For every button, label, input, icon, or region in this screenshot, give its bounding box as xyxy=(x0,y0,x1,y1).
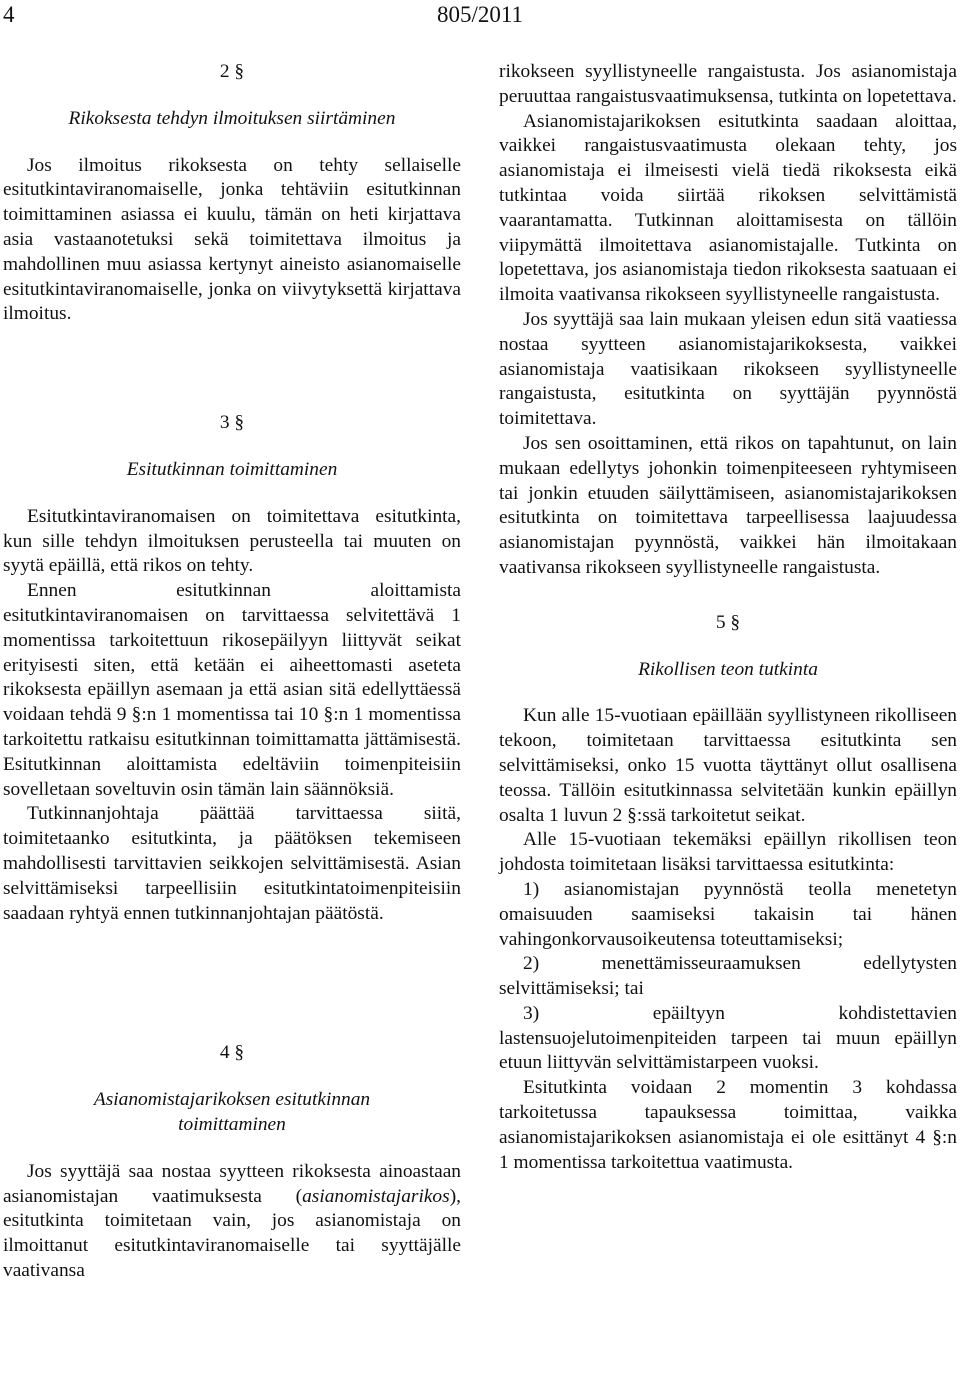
section-paragraph: Esitutkinta voidaan 2 momentin 3 kohdassa tarkoitetussa tapauksessa toimittaa, vaikka asianomistajarikoksen asianomistaja ei ole esittänyt 4 §:n 1 momentissa tarkoitettua vaatimusta. xyxy=(499,1077,957,1173)
section-title: Rikoksesta tehdyn ilmoituksen siirtäminen xyxy=(68,107,396,129)
list-item: 3) epäiltyyn kohdistettavien lastensuojelutoimenpiteiden tarpeen tai muun epäillyn etuun liittyvän selvittämistarpeen vuoksi. xyxy=(499,1002,957,1074)
section-paragraph: Alle 15-vuotiaan tekemäksi epäillyn rikollisen teon johdosta toimitetaan lisäksi tarvittaessa esitutkinta: xyxy=(499,829,957,876)
section-title-line-1: Asianomistajarikoksen esitutkinnan xyxy=(93,1089,371,1111)
text-run: Jos syyttäjä saa nostaa syytteen rikoksesta ainoastaan asianomistajan vaatimuksesta ( xyxy=(3,1160,461,1207)
section-title-line-2: toimittaminen xyxy=(178,1113,286,1135)
section-title: Esitutkinnan toimittaminen xyxy=(126,458,338,480)
section-4-continued xyxy=(499,60,957,581)
section-number: 5 § xyxy=(715,611,741,633)
right-column xyxy=(499,60,957,1175)
section-paragraph: rikokseen syyllistyneelle rangaistusta. Jos asianomistaja peruuttaa rangaistusvaatimuksensa, tutkinta on lopetettava. xyxy=(499,61,957,107)
section-paragraph: Tutkinnanjohtaja päättää tarvittaessa siitä, toimitetaanko esitutkinta, ja päätöksen tekemiseen mahdollisesti tarvittavien seikkojen selvittämisestä. Asian selvittämiseksi tarpeellisiin esitutkintatoimenpiteisiin saadaan ryhtyä ennen tutkinnanjohtajan päätöstä. xyxy=(3,803,461,924)
section-5 xyxy=(499,611,957,1176)
section-number: 3 § xyxy=(219,412,245,434)
section-3 xyxy=(3,411,461,926)
section-paragraph: Ennen esitutkinnan aloittamista esitutkintaviranomaisen on tarvittaessa selvitettävä 1 momentissa tarkoitettuun rikosepäilyyn liittyvät seikat erityisesti siten, että ketään ei aiheettomasti aseteta rikoksesta epäillyn asemaan ja että asian sitä edellyttäessä voidaan tehdä 9 §:n 1 momentissa tai 10 §:n 1 momentissa tarkoitettu ratkaisu esitutkinnan toimittamatta jättämisestä. Esitutkinnan aloittamista edeltäviin toimenpiteisiin sovelletaan soveltuvin osin tämän lain säännöksiä. xyxy=(3,580,461,800)
section-paragraph: Jos sen osoittaminen, että rikos on tapahtunut, on lain mukaan edellytys johonkin toimenpiteeseen ryhtymiseen tai jonkin etuuden säilyttämiseen, asianomistajarikoksen esitutkinta on toimitettava tarpeellisessa laajuudessa asianomistajan pyynnöstä, vaikkei hän ilmoitakaan vaativansa rikokseen syyllistyneelle rangaistusta. xyxy=(499,432,957,578)
section-number: 4 § xyxy=(219,1042,245,1064)
section-4 xyxy=(3,1041,461,1283)
document-number: 805/2011 xyxy=(436,2,524,27)
page-header xyxy=(0,0,960,34)
section-paragraph: Esitutkintaviranomaisen on toimitettava esitutkinta, kun sille tehdyn ilmoituksen perusteella tai muuten on syytä epäillä, että rikos on tehty. xyxy=(3,505,461,577)
section-number: 2 § xyxy=(219,61,245,82)
section-paragraph: Jos ilmoitus rikoksesta on tehty sellaiselle esitutkintaviranomaiselle, jonka tehtäviin esitutkinnan toimittaminen asiassa ei kuulu, tämän on heti kirjattava asia vastaanotetuksi sekä toimitettava ilmoitus ja mahdollinen muu asiassa kertynyt aineisto asianomaiselle esitutkintaviranomaiselle, jonka on viivytyksettä kirjattava ilmoitus. xyxy=(3,154,461,325)
defined-term: asianomistajarikos xyxy=(302,1185,450,1207)
list-item: 2) menettämisseuraamuksen edellytysten selvittämiseksi; tai xyxy=(499,953,957,1000)
section-2 xyxy=(3,60,461,327)
text-run: ), esitutkinta toimitetaan vain, jos asianomistaja on ilmoittanut esitutkintaviranomaiselle tai syyttäjälle vaativansa xyxy=(3,1185,461,1281)
page-number: 4 xyxy=(3,2,15,27)
left-column xyxy=(3,60,461,1284)
section-paragraph xyxy=(3,1160,461,1284)
section-paragraph: Kun alle 15-vuotiaan epäillään syyllistyneen rikolliseen tekoon, toimitetaan tarvittaessa esitutkinta sen selvittämiseksi, onko 15 vuotta täyttänyt ollut osallisena teossa. Tällöin esitutkinnassa selvitetään kunkin epäillyn osalta 1 luvun 2 §:ssä tarkoitetut seikat. xyxy=(499,705,957,826)
list-item: 1) asianomistajan pyynnöstä teolla menetetyn omaisuuden saamiseksi takaisin tai hänen vahingonkorvausoikeutensa toteuttamiseksi; xyxy=(499,878,957,950)
section-paragraph: Asianomistajarikoksen esitutkinta saadaan aloittaa, vaikkei rangaistusvaatimusta olekaan tehty, jos asianomistaja ei ilmeisesti vielä tiedä rikoksesta eikä tutkintaa voida siirtää rikoksen selvittämistä vaarantamatta. Tutkinnan aloittamisesta on tällöin viipymättä ilmoitettava asianomistajalle. Tutkinta on lopetettava, jos asianomistaja tiedon rikoksesta saatuaan ei ilmoita vaativansa rikokseen syyllistyneelle rangaistusta. xyxy=(499,110,957,306)
section-title: Rikollisen teon tutkinta xyxy=(638,658,818,680)
section-paragraph: Jos syyttäjä saa lain mukaan yleisen edun sitä vaatiessa nostaa syytteen asianomistajarikoksesta, vaikkei asianomistaja vaatisikaan rikokseen syyllistyneelle rangaistusta, esitutkinta on syyttäjän pyynnöstä toimitettava. xyxy=(499,308,957,430)
